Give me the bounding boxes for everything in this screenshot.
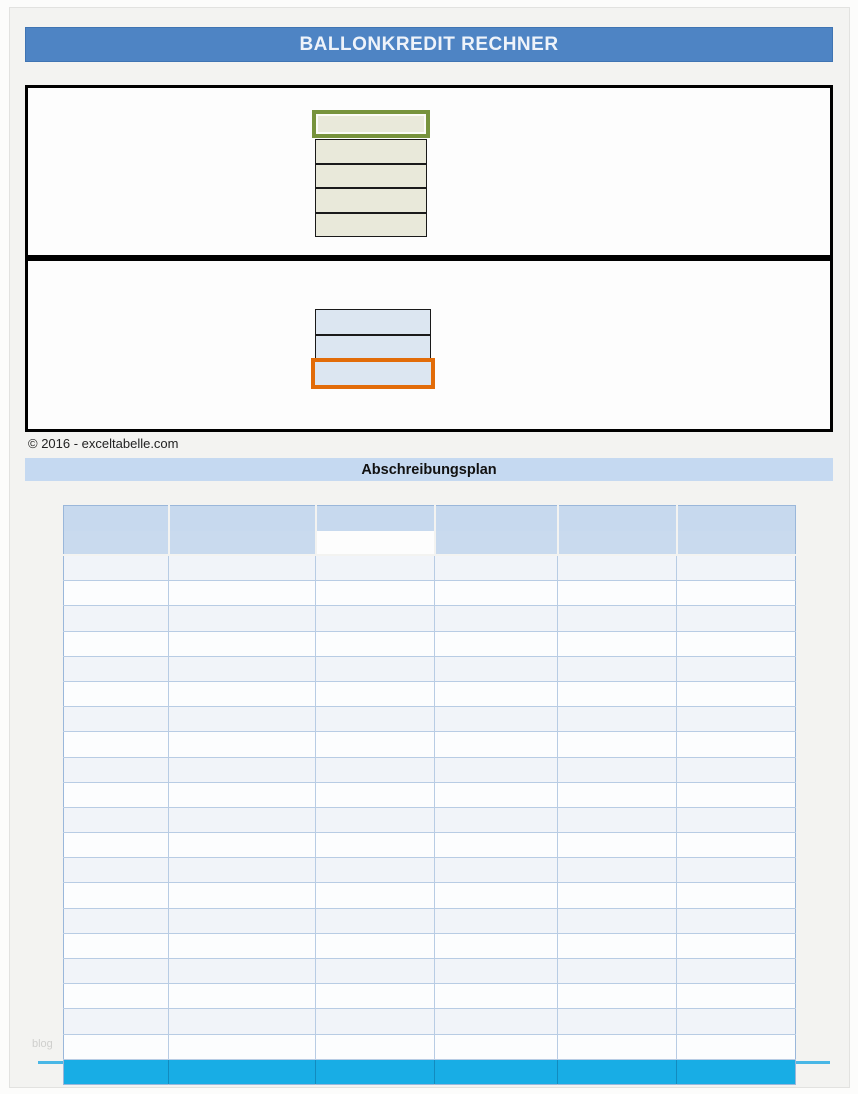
cell-monat <box>64 606 169 631</box>
result-row-gesamtzahlung <box>28 335 830 360</box>
cell-saldo <box>316 858 435 883</box>
empty-cell <box>677 531 796 555</box>
cell-zahlungs-datum <box>169 984 316 1009</box>
table-row <box>64 883 796 908</box>
final-balloon-payment-row <box>64 1059 796 1084</box>
cell-zahlungs-datum <box>169 555 316 581</box>
cell-zahlung <box>677 581 796 606</box>
amortization-table <box>63 505 796 1085</box>
cell-saldo <box>316 908 435 933</box>
cell-zinsen <box>558 631 677 656</box>
cell-prinzipal <box>435 1009 558 1034</box>
cell-monat <box>64 1034 169 1059</box>
cell-zahlung <box>677 757 796 782</box>
cell-zinsen <box>558 959 677 984</box>
table-row <box>64 581 796 606</box>
cell-prinzipal <box>435 984 558 1009</box>
cell-zahlung <box>677 933 796 958</box>
cell-prinzipal <box>435 555 558 581</box>
cell-monat <box>64 782 169 807</box>
input-row-startdatum-des-darlehens <box>28 213 830 238</box>
cell-prinzipal <box>435 833 558 858</box>
cell-saldo <box>316 807 435 832</box>
cell-zahlungs-datum <box>169 581 316 606</box>
cell-zahlung <box>677 833 796 858</box>
cell-zinsen <box>558 858 677 883</box>
cell-saldo <box>316 707 435 732</box>
cell-prinzipal <box>435 1034 558 1059</box>
cell-monat <box>64 984 169 1009</box>
cell-zahlung <box>677 555 796 581</box>
input-row-laufzeit-monat <box>28 164 830 189</box>
column-header-monat <box>64 506 169 532</box>
cell-zinsen <box>558 732 677 757</box>
cell-zinsen <box>558 984 677 1009</box>
cell-zahlung <box>677 908 796 933</box>
cell-zinsen <box>558 933 677 958</box>
cell-zahlung <box>677 959 796 984</box>
cell-saldo <box>316 833 435 858</box>
cell-prinzipal <box>435 858 558 883</box>
opening-balance-row <box>64 531 796 555</box>
cell-monat <box>64 631 169 656</box>
cell-zahlung <box>677 681 796 706</box>
cell-zinsen <box>558 883 677 908</box>
watermark-text: blog <box>32 1038 53 1050</box>
result-row-zinsen-gesamt <box>28 358 830 389</box>
cell-saldo <box>316 883 435 908</box>
opening-balance-cell <box>316 531 435 555</box>
jahreszinssatz-input[interactable] <box>315 139 427 164</box>
cell-zahlungs-datum <box>169 883 316 908</box>
zinsen-gesamt-value <box>311 358 435 389</box>
amortization-plan-banner <box>25 458 833 481</box>
table-row <box>64 681 796 706</box>
cell-saldo <box>316 555 435 581</box>
cell-zahlung <box>677 732 796 757</box>
cell-zinsen <box>558 807 677 832</box>
cell-saldo <box>316 732 435 757</box>
cell-monat <box>64 707 169 732</box>
cell-zahlung <box>677 606 796 631</box>
cell-zahlungs-datum <box>169 908 316 933</box>
cell-zinsen <box>558 833 677 858</box>
monatliche-zahlung-value <box>315 309 431 335</box>
cell-zahlungs-datum <box>169 807 316 832</box>
final-cell-zinsen <box>558 1059 677 1084</box>
cell-zahlung <box>677 782 796 807</box>
column-header-zahlung <box>677 506 796 532</box>
cell-prinzipal <box>435 933 558 958</box>
cell-zahlungs-datum <box>169 757 316 782</box>
cell-zahlung <box>677 858 796 883</box>
column-header-prinzipal <box>435 506 558 532</box>
cell-prinzipal <box>435 883 558 908</box>
cell-zahlungs-datum <box>169 631 316 656</box>
column-header-saldo <box>316 506 435 532</box>
table-row <box>64 656 796 681</box>
copyright-text: © 2016 - exceltabelle.com <box>28 436 179 451</box>
cell-zahlungs-datum <box>169 732 316 757</box>
cell-zinsen <box>558 707 677 732</box>
cell-zahlung <box>677 631 796 656</box>
cell-zahlungs-datum <box>169 656 316 681</box>
input-row-zahlungsfrist-monat <box>28 188 830 213</box>
cell-saldo <box>316 782 435 807</box>
cell-monat <box>64 883 169 908</box>
cell-prinzipal <box>435 656 558 681</box>
empty-cell <box>169 531 316 555</box>
cell-monat <box>64 908 169 933</box>
cell-saldo <box>316 606 435 631</box>
table-row <box>64 1034 796 1059</box>
cell-zinsen <box>558 681 677 706</box>
cell-zahlungs-datum <box>169 933 316 958</box>
table-row <box>64 606 796 631</box>
cell-monat <box>64 757 169 782</box>
cell-prinzipal <box>435 631 558 656</box>
zahlungsfrist-monat-input[interactable] <box>315 188 427 213</box>
cell-zinsen <box>558 757 677 782</box>
table-row <box>64 707 796 732</box>
cell-monat <box>64 681 169 706</box>
table-row <box>64 555 796 581</box>
final-cell-monat <box>64 1059 169 1084</box>
loan-input-section <box>25 85 833 258</box>
column-header-zahlungs-datum <box>169 506 316 532</box>
cell-monat <box>64 581 169 606</box>
cell-monat <box>64 656 169 681</box>
cell-prinzipal <box>435 807 558 832</box>
cell-zahlungs-datum <box>169 1034 316 1059</box>
cell-zahlungs-datum <box>169 606 316 631</box>
startdatum-des-darlehens-input[interactable] <box>315 213 427 238</box>
cell-monat <box>64 833 169 858</box>
empty-cell <box>558 531 677 555</box>
cell-prinzipal <box>435 782 558 807</box>
column-header-zinsen <box>558 506 677 532</box>
cell-zahlungs-datum <box>169 681 316 706</box>
table-row <box>64 833 796 858</box>
final-cell-saldo <box>316 1059 435 1084</box>
cell-zahlung <box>677 984 796 1009</box>
table-row <box>64 807 796 832</box>
empty-cell <box>435 531 558 555</box>
cell-monat <box>64 933 169 958</box>
final-cell-zahlungs-datum <box>169 1059 316 1084</box>
gesamtzahlung-value <box>315 335 431 360</box>
cell-prinzipal <box>435 959 558 984</box>
cell-monat <box>64 807 169 832</box>
cell-saldo <box>316 581 435 606</box>
cell-zinsen <box>558 581 677 606</box>
cell-saldo <box>316 681 435 706</box>
cell-zinsen <box>558 782 677 807</box>
loan-result-section <box>25 258 833 432</box>
input-row-darlehensbetrag <box>28 110 830 138</box>
cell-zahlung <box>677 807 796 832</box>
input-row-jahreszinssatz <box>28 139 830 164</box>
cell-saldo <box>316 1034 435 1059</box>
title-banner <box>25 27 833 62</box>
table-row <box>64 1009 796 1034</box>
cell-prinzipal <box>435 581 558 606</box>
cell-saldo <box>316 631 435 656</box>
cell-monat <box>64 732 169 757</box>
cell-zahlungs-datum <box>169 959 316 984</box>
table-row <box>64 732 796 757</box>
cell-zahlung <box>677 656 796 681</box>
cell-zinsen <box>558 555 677 581</box>
cell-prinzipal <box>435 908 558 933</box>
table-header-row <box>64 506 796 532</box>
table-row <box>64 782 796 807</box>
cell-prinzipal <box>435 732 558 757</box>
cell-zinsen <box>558 908 677 933</box>
result-row-monatliche-zahlung <box>28 309 830 335</box>
cell-saldo <box>316 656 435 681</box>
cell-zahlung <box>677 883 796 908</box>
cell-zahlung <box>677 707 796 732</box>
cell-zahlung <box>677 1009 796 1034</box>
cell-zahlungs-datum <box>169 833 316 858</box>
cell-zinsen <box>558 1034 677 1059</box>
table-row <box>64 933 796 958</box>
cell-saldo <box>316 933 435 958</box>
laufzeit-monat-input[interactable] <box>315 164 427 189</box>
cell-zinsen <box>558 656 677 681</box>
cell-zahlungs-datum <box>169 707 316 732</box>
cell-zahlungs-datum <box>169 858 316 883</box>
cell-prinzipal <box>435 681 558 706</box>
amortization-plan-title: Abschreibungsplan <box>361 461 497 478</box>
table-row <box>64 858 796 883</box>
darlehensbetrag-input[interactable] <box>312 110 430 138</box>
table-row <box>64 908 796 933</box>
cell-zahlung <box>677 1034 796 1059</box>
table-row <box>64 631 796 656</box>
cell-saldo <box>316 984 435 1009</box>
cell-prinzipal <box>435 707 558 732</box>
cell-zinsen <box>558 1009 677 1034</box>
final-cell-prinzipal <box>435 1059 558 1084</box>
cell-zinsen <box>558 606 677 631</box>
cell-monat <box>64 1009 169 1034</box>
table-row <box>64 959 796 984</box>
cell-prinzipal <box>435 606 558 631</box>
cell-monat <box>64 959 169 984</box>
cell-zahlungs-datum <box>169 1009 316 1034</box>
page-title: BALLONKREDIT RECHNER <box>299 33 559 55</box>
table-row <box>64 984 796 1009</box>
final-cell-zahlung <box>677 1059 796 1084</box>
cell-saldo <box>316 959 435 984</box>
empty-cell <box>64 531 169 555</box>
cell-saldo <box>316 757 435 782</box>
cell-saldo <box>316 1009 435 1034</box>
table-row <box>64 757 796 782</box>
cell-zahlungs-datum <box>169 782 316 807</box>
cell-monat <box>64 858 169 883</box>
cell-prinzipal <box>435 757 558 782</box>
cell-monat <box>64 555 169 581</box>
